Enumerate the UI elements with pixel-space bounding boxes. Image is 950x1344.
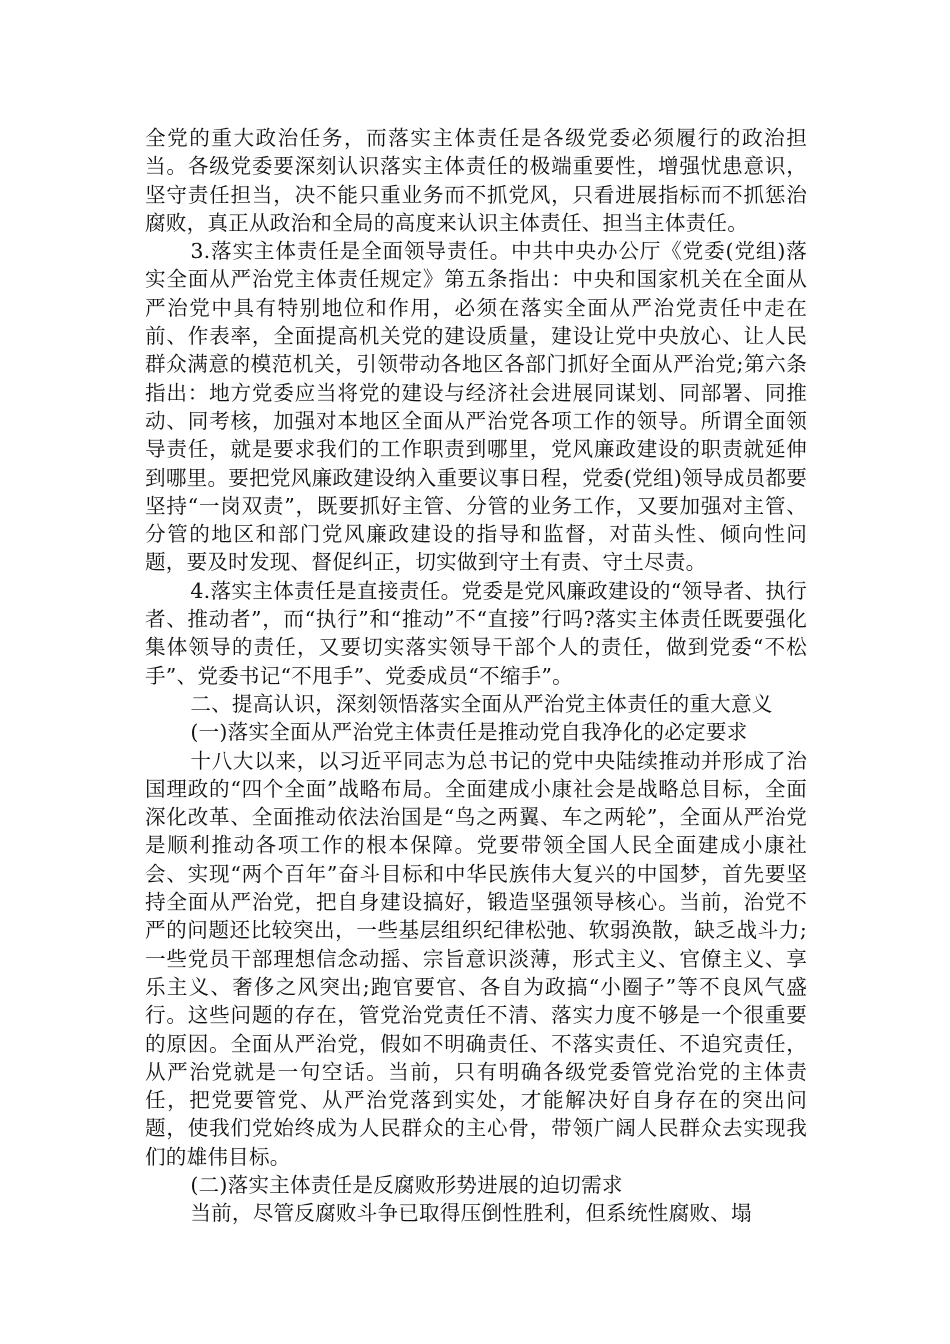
- subheading-2: (二)落实主体责任是反腐败形势进展的迫切需求: [190, 1172, 623, 1197]
- paragraph-point-3: 3.落实主体责任是全面领导责任。中共中央办公厅《党委(党组)落实全面从严治党主体责任规定》第五条指出：中央和国家机关在全面从严治党中具有特别地位和作用，必须在落实全面从严治党责任中走在前、作表率，全面提高机关党的建设质量，建设让党中央放心、让人民群众满意的模范机关，引领带动各地区各部门抓好全面从严治党;第六条指出：地方党委应当将党的建设与经济社会进展同谋划、同部署、同推动、同考核，加强对本地区全面从严治党各项工作的领导。所谓全面领导责任，就是要求我们的工作职责到哪里，党风廉政建设的职责就延伸到哪里。要把党风廉政建设纳入重要议事日程，党委(党组)领导成员都要坚持“一岗双责”，既要抓好主管、分管的业务工作，又要加强对主管、分管的地区和部门党风廉政建设的指导和监督，对苗头性、倾向性问题，要及时发现、督促纠正，切实做到守土有责、守土尽责。: [145, 239, 807, 575]
- subheading-1: (一)落实全面从严治党主体责任是推动党自我净化的必定要求: [190, 720, 748, 745]
- paragraph-subsection-2: 当前，尽管反腐败斗争已取得压倒性胜利，但系统性腐败、塌: [190, 1201, 752, 1226]
- paragraph-point-4: 4.落实主体责任是直接责任。党委是党风廉政建设的“领导者、执行者、推动者”，而“执行”和“推动”不“直接”行吗?落实主体责任既要强化集体领导的责任，又要切实落实领导干部个人的责任，做到党委“不松手”、党委书记“不甩手”、党委成员“不缩手”。: [145, 578, 807, 688]
- paragraph-continuation: 全党的重大政治任务，而落实主体责任是各级党委必须履行的政治担当。各级党委要深刻认识落实主体责任的极端重要性，增强忧患意识，坚守责任担当，决不能只重业务而不抓党风，只看进展指标而不抓惩治腐败，真正从政治和全局的高度来认识主体责任、担当主体责任。: [145, 126, 807, 235]
- paragraph-subsection-1: 十八大以来，以习近平同志为总书记的党中央陆续推动并形成了治国理政的“四个全面”战略布局。全面建成小康社会是战略总目标，全面深化改革、全面推动依法治国是“鸟之两翼、车之两轮”，全面从严治党是顺利推动各项工作的根本保障。党要带领全国人民全面建成小康社会、实现“两个百年”奋斗目标和中华民族伟大复兴的中国梦，首先要坚持全面从严治党，把自身建设搞好，锻造坚强领导核心。当前，治党不严的问题还比较突出，一些基层组织纪律松弛、软弱涣散，缺乏战斗力;一些党员干部理想信念动摇、宗旨意识淡薄，形式主义、官僚主义、享乐主义、奢侈之风突出;跑官要官、各自为政搞“小圈子”等不良风气盛行。这些问题的存在，管党治党责任不清、落实力度不够是一个很重要的原因。全面从严治党，假如不明确责任、不落实责任、不追究责任，从严治党就是一句空话。当前，只有明确各级党委管党治党的主体责任，把党要管党、从严治党落到实处，才能解决好自身存在的突出问题，使我们党始终成为人民群众的主心骨，带领广阔人民群众去实现我们的雄伟目标。: [145, 748, 807, 1169]
- section-heading-2: 二、提高认识，深刻领悟落实全面从严治党主体责任的重大意义: [190, 691, 773, 716]
- document-body: [145, 124, 807, 1228]
